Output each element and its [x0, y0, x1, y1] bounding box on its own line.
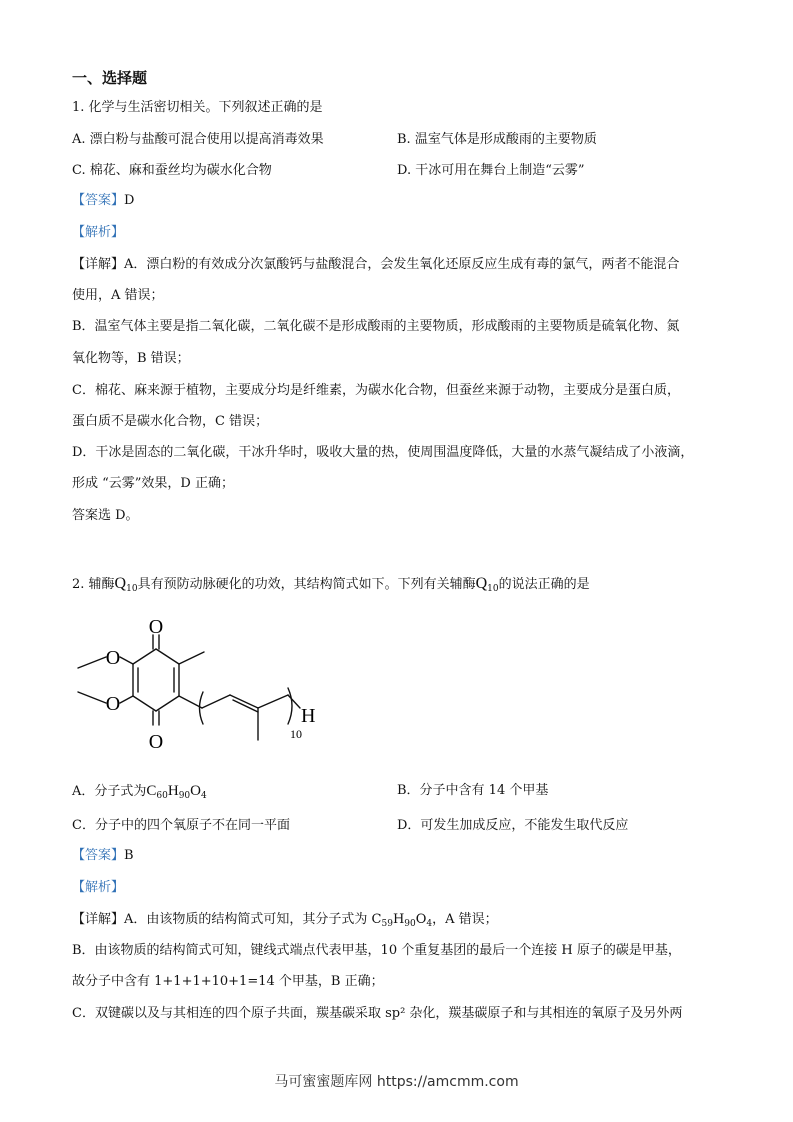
q1-detail-line: 蛋白质不是碳水化合物，C 错误； [72, 414, 269, 429]
q2-stem-part3: 的说法正确的是 [498, 577, 590, 592]
q2-analysis-tag: 【解析】 [72, 880, 125, 895]
q2-detail-line: B．由该物质的结构简式可知，键线式端点代表甲基，10 个重复基团的最后一个连接 H 原子的碳是甲基， [72, 943, 681, 958]
q2-option-c: C．分子中的四个氧原子不在同一平面 [72, 818, 290, 833]
q1-detail-line: 形成 “云雾”效果，D 正确； [72, 476, 234, 491]
formula-h-sub: 90 [178, 791, 191, 801]
detail-pre: A．由该物质的结构简式可知，其分子式为 C [124, 912, 382, 927]
q2-answer [72, 847, 134, 865]
formula-o-sub: 4 [201, 791, 207, 801]
detail-sub1: 59 [381, 919, 393, 929]
q1-option-c: C. 棉花、麻和蚕丝均为碳水化合物 [72, 163, 272, 178]
q1-analysis-tag: 【解析】 [72, 225, 125, 240]
q1-answer [72, 192, 134, 210]
answer-tag: 【答案】 [72, 848, 125, 863]
formula-h: H [167, 783, 179, 799]
atom-o-bottom: O [148, 731, 164, 753]
q1-stem: 1. 化学与生活密切相关。下列叙述正确的是 [72, 100, 323, 115]
q1-detail-line: D．干冰是固态的二氧化碳，干冰升华时，吸收大量的热，使周围温度降低，大量的水蒸气凝结成了小液滴， [72, 445, 694, 460]
q2-stem [72, 575, 590, 598]
formula-o: O [190, 783, 201, 799]
q2-stem-q2: Q [475, 575, 488, 592]
footer-watermark: 马可蜜蜜题库网 https://amcmm.com [274, 1074, 519, 1090]
q2-stem-sub2: 10 [487, 584, 499, 594]
q2-stem-part1: 2. 辅酶 [72, 577, 115, 592]
detail-sub2: 90 [404, 919, 416, 929]
q2-stem-q: Q [114, 575, 127, 592]
q2-detail-line [72, 911, 498, 933]
coenzyme-q10-structure [72, 612, 342, 757]
q2-option-a [72, 782, 207, 805]
repeat-count: 10 [290, 727, 302, 741]
q1-detail-line: 答案选 D。 [72, 508, 139, 523]
q1-detail-line: 氧化物等，B 错误； [72, 351, 190, 366]
q1-detail-line: 使用，A 错误； [72, 288, 164, 303]
detail-post: ，A 错误； [432, 912, 498, 927]
q1-option-a: A. 漂白粉与盐酸可混合使用以提高消毒效果 [72, 132, 324, 147]
answer-value: D [124, 193, 135, 208]
detail-sub3: 4 [426, 919, 433, 929]
atom-h: H [301, 705, 316, 727]
formula-c: C [146, 783, 157, 799]
detail-mid2: O [415, 912, 427, 927]
q1-option-d: D. 干冰可用在舞台上制造“云雾” [397, 163, 585, 178]
section-title: 一、选择题 [72, 69, 148, 87]
detail-text: A．漂白粉的有效成分次氯酸钙与盐酸混合，会发生氧化还原反应生成有毒的氯气，两者不能混合 [124, 257, 680, 272]
detail-tag: 【详解】 [72, 912, 125, 927]
q1-detail-line: C．棉花、麻来源于植物，主要成分均是纤维素，为碳水化合物，但蚕丝来源于动物，主要成分是蛋白质， [72, 383, 680, 398]
answer-value: B [124, 848, 134, 863]
atom-o-methoxy-1: O [105, 647, 121, 669]
answer-tag: 【答案】 [72, 193, 125, 208]
detail-tag: 【详解】 [72, 257, 125, 272]
q1-option-b: B. 温室气体是形成酸雨的主要物质 [397, 132, 597, 147]
q2-option-b: B．分子中含有 14 个甲基 [397, 783, 549, 798]
q2-detail-line: 故分子中含有 1+1+1+10+1=14 个甲基，B 正确； [72, 974, 384, 989]
detail-mid1: H [392, 912, 405, 927]
option-a-prefix: A．分子式为 [72, 784, 147, 799]
q2-stem-sub: 10 [126, 584, 138, 594]
q2-detail-line: C．双键碳以及与其相连的四个原子共面，羰基碳采取 sp² 杂化，羰基碳原子和与其相连的氧原子及另外两 [72, 1006, 683, 1021]
q2-stem-part2: 具有预防动脉硬化的功效，其结构简式如下。下列有关辅酶 [137, 577, 476, 592]
q2-option-d: D．可发生加成反应，不能发生取代反应 [397, 818, 629, 833]
q1-detail-line [72, 256, 679, 274]
q1-detail-line: B．温室气体主要是指二氧化碳，二氧化碳不是形成酸雨的主要物质，形成酸雨的主要物质是硫氧化物、氮 [72, 319, 680, 334]
atom-o-methoxy-2: O [105, 693, 121, 715]
formula-c-sub: 60 [156, 791, 168, 801]
atom-o-top: O [148, 616, 164, 638]
